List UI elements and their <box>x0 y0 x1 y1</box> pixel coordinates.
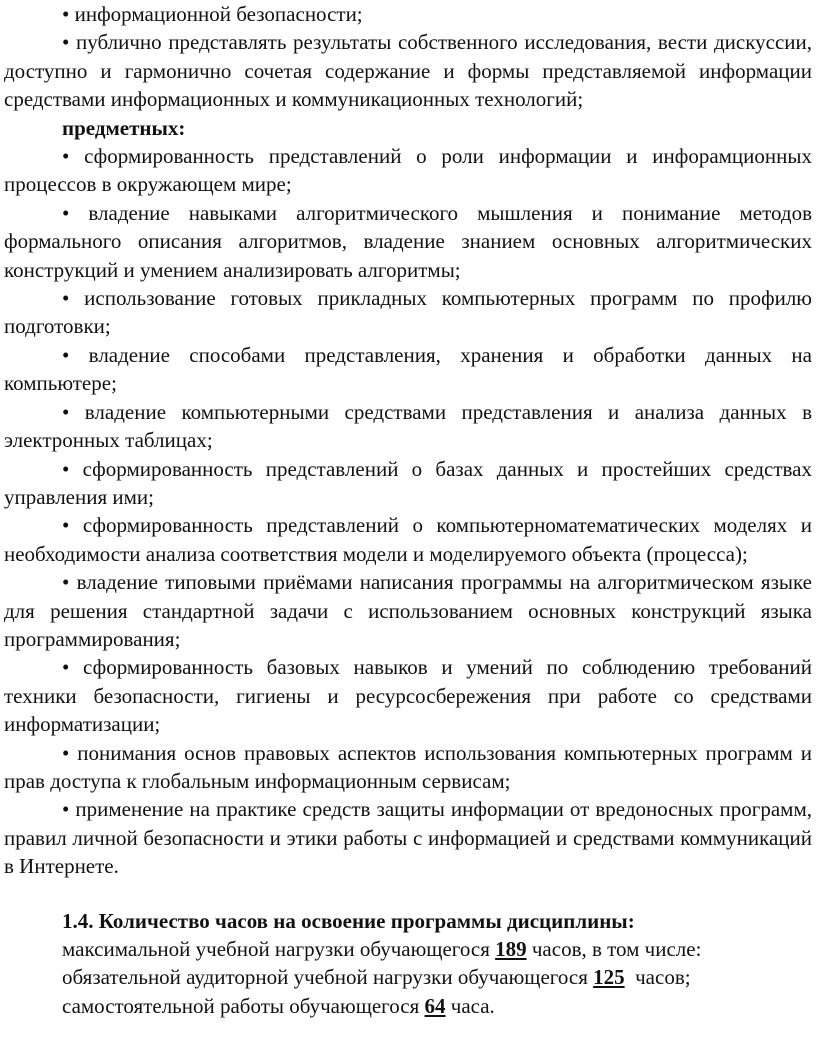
self-study-value: 64 <box>424 993 446 1018</box>
section-spacer <box>4 881 812 907</box>
list-item: • применение на практике средств защиты информации от вредоносных программ, правил личной безопасности и этики работы с информацией и средствами коммуникаций в Интернете. <box>4 797 812 879</box>
list-item: • владение типовыми приёмами написания программы на алгоритмическом языке для решения стандартной задачи с использованием основных конструкций языка программирования; <box>4 570 812 651</box>
subject-heading: предметных: <box>62 115 186 140</box>
self-study-prefix: самостоятельной работы обучающегося <box>62 993 425 1018</box>
classroom-load-value: 125 <box>593 965 625 990</box>
list-item: • владение навыками алгоритмического мышления и понимание методов формального описания алгоритмов, владение знанием основных алгоритмических конструкций и умением анализировать алгоритмы; <box>4 200 812 282</box>
section-title: 1.4. Количество часов на освоение программы дисциплины: <box>62 908 635 933</box>
list-item: • публично представлять результаты собственного исследования, вести дискуссии, доступно и гармонично сочетая содержание и формы представляемой информации средствами информационных и коммуникационных технологий; <box>4 30 812 112</box>
classroom-load-line <box>4 963 812 991</box>
classroom-load-suffix: часов; <box>624 965 691 990</box>
list-item: • владение компьютерными средствами представления и анализа данных в электронных таблицах; <box>4 399 812 453</box>
max-load-suffix: часов, в том числе: <box>526 937 702 961</box>
list-item: • понимания основ правовых аспектов использования компьютерных программ и прав доступа к глобальным информационным сервисам; <box>4 740 812 793</box>
self-study-line <box>4 992 812 1020</box>
list-item: • сформированность представлений о роли информации и инфорамционных процессов в окружающем мире; <box>4 144 812 197</box>
list-item: • сформированность представлений о базах данных и простейших средствах управления ими; <box>4 456 812 509</box>
list-item: • сформированность представлений о компьютерноматематических моделях и необходимости анализа соответствия модели и моделируемого объекта (процесса); <box>4 513 812 566</box>
max-load-value: 189 <box>495 937 527 961</box>
list-item: • использование готовых прикладных компьютерных программ по профилю подготовки; <box>4 286 812 339</box>
self-study-suffix: часа. <box>445 993 495 1018</box>
list-item: • сформированность базовых навыков и умений по соблюдению требований техники безопасности, гигиены и ресурсосбережения при работе со средствами информатизации; <box>4 655 812 737</box>
classroom-load-prefix: обязательной аудиторной учебной нагрузки обучающегося <box>62 965 594 990</box>
max-load-prefix: максимальной учебной нагрузки обучающегося <box>62 937 496 961</box>
max-load-line <box>4 935 812 963</box>
document-page <box>4 0 812 1020</box>
list-item: • владение способами представления, хранения и обработки данных на компьютере; <box>4 342 812 396</box>
list-item: • информационной безопасности; <box>62 2 363 26</box>
